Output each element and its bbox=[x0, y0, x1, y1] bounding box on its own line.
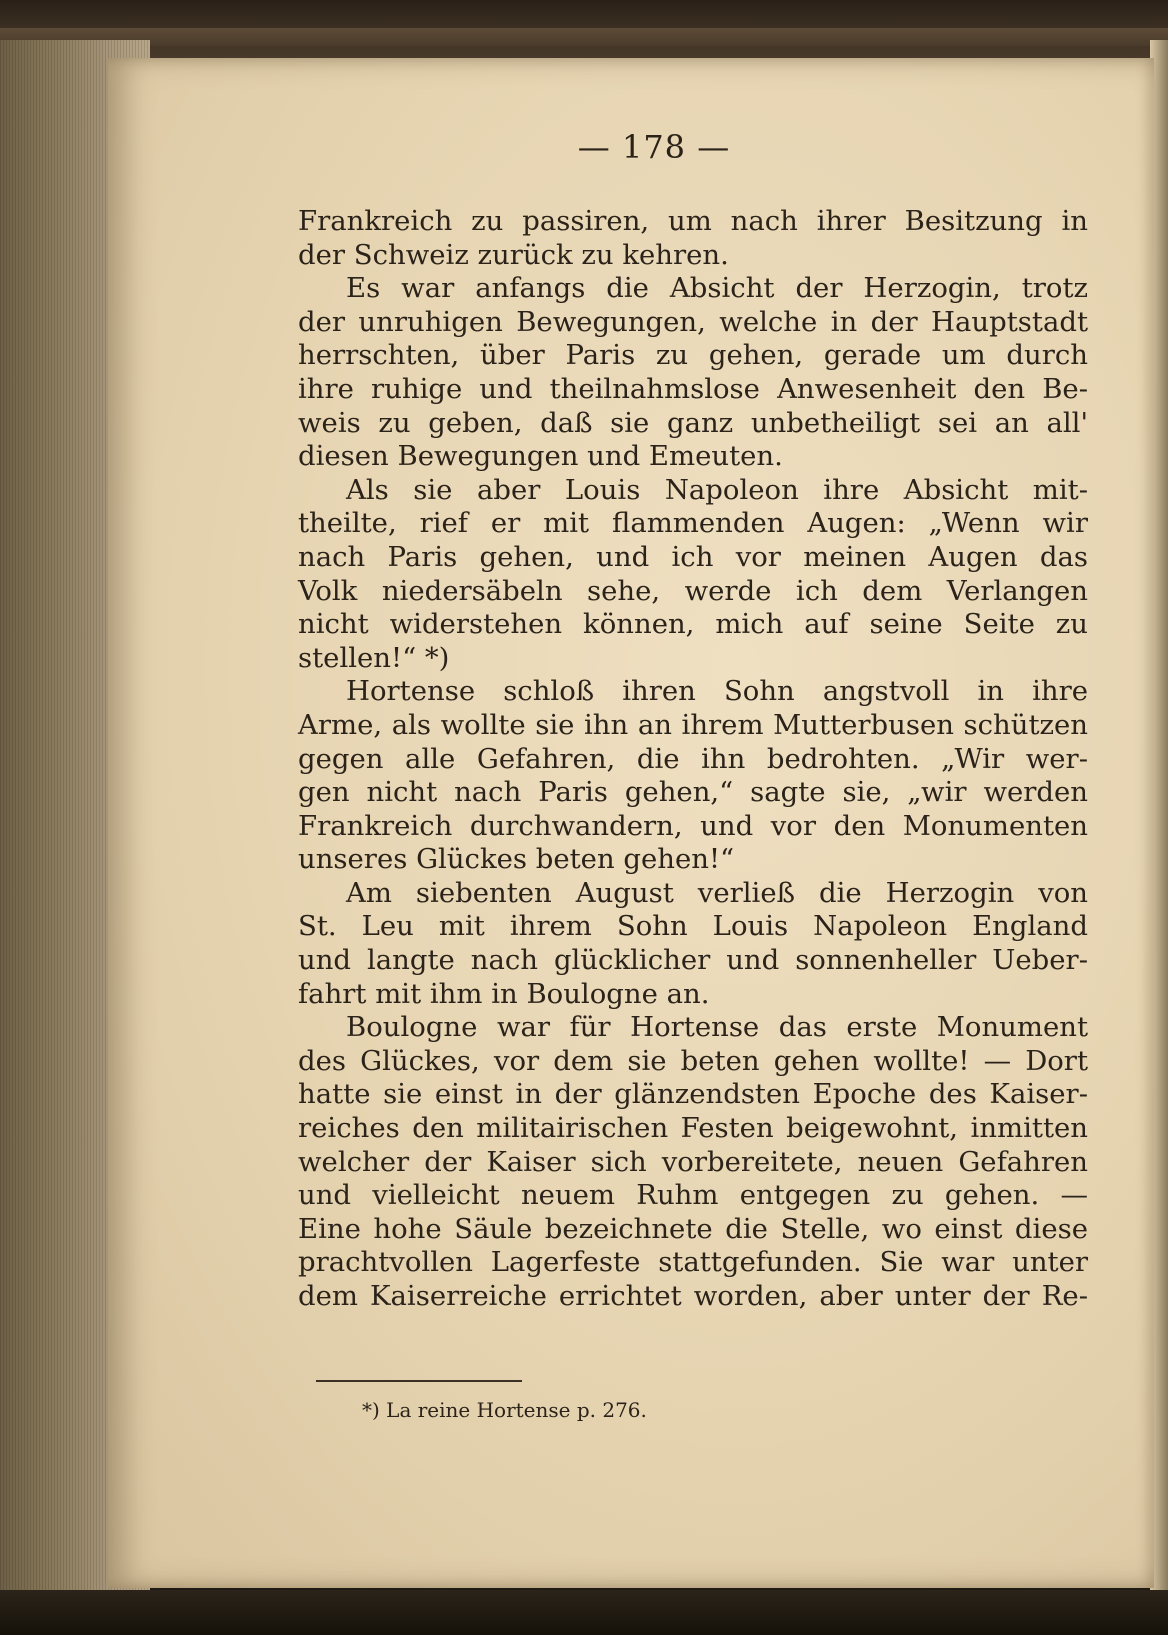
text-line: diesen Bewegungen und Emeuten. bbox=[298, 440, 783, 473]
text-line: und vielleicht neuem Ruhm entgegen zu gehen. — bbox=[298, 1179, 1088, 1212]
text-line: Es war anfangs die Absicht der Herzogin, trotz bbox=[346, 272, 1088, 305]
book-cover-top bbox=[0, 0, 1168, 62]
text-line: prachtvollen Lagerfeste stattgefunden. Sie war unter bbox=[298, 1246, 1088, 1279]
text-line: dem Kaiserreiche errichtet worden, aber unter der Re- bbox=[298, 1280, 1088, 1312]
text-line: ihre ruhige und theilnahmslose Anwesenheit den Be- bbox=[298, 372, 1088, 405]
book-cover-bottom bbox=[0, 1590, 1168, 1635]
text-line: Volk niedersäbeln sehe, werde ich dem Verlangen bbox=[298, 574, 1088, 607]
footnote: *) La reine Hortense p. 276. bbox=[362, 1398, 647, 1422]
text-line: weis zu geben, daß sie ganz unbetheiligt sei an all' bbox=[298, 406, 1088, 439]
text-line: reiches den militairischen Festen beigewohnt, inmitten bbox=[298, 1112, 1088, 1145]
text-line: nicht widerstehen können, mich auf seine Seite zu bbox=[298, 608, 1088, 641]
text-line: unseres Glückes beten gehen!“ bbox=[298, 843, 735, 876]
text-line: hatte sie einst in der glänzendsten Epoche des Kaiser- bbox=[298, 1078, 1088, 1111]
text-line: fahrt mit ihm in Boulogne an. bbox=[298, 977, 710, 1010]
text-line: welcher der Kaiser sich vorbereitete, neuen Gefahren bbox=[298, 1145, 1088, 1178]
page-number: — 178 — bbox=[577, 128, 731, 166]
text-line: des Glückes, vor dem sie beten gehen wollte! — Dort bbox=[298, 1044, 1088, 1077]
text-line: der Schweiz zurück zu kehren. bbox=[298, 238, 729, 271]
text-line: Arme, als wollte sie ihn an ihrem Mutterbusen schützen bbox=[298, 708, 1088, 741]
text-line: gen nicht nach Paris gehen,“ sagte sie, „wir werden bbox=[298, 776, 1088, 809]
text-line: Hortense schloß ihren Sohn angstvoll in ihre bbox=[346, 675, 1088, 708]
text-line: theilte, rief er mit flammenden Augen: „Wenn wir bbox=[298, 507, 1088, 540]
text-line: gegen alle Gefahren, die ihn bedrohten. „Wir wer- bbox=[298, 742, 1088, 775]
text-line: Als sie aber Louis Napoleon ihre Absicht mit- bbox=[346, 473, 1088, 506]
text-line: Boulogne war für Hortense das erste Monument bbox=[346, 1011, 1088, 1044]
text-line: nach Paris gehen, und ich vor meinen Augen das bbox=[298, 540, 1088, 573]
text-line: Frankreich durchwandern, und vor den Monumenten bbox=[298, 809, 1088, 842]
text-line: St. Leu mit ihrem Sohn Louis Napoleon England bbox=[298, 910, 1088, 943]
text-line: Frankreich zu passiren, um nach ihrer Besitzung in bbox=[298, 205, 1088, 237]
footnote-rule bbox=[316, 1380, 522, 1382]
page-body-text bbox=[298, 205, 1088, 1314]
text-line: Am siebenten August verließ die Herzogin von bbox=[346, 876, 1088, 909]
text-line: herrschten, über Paris zu gehen, gerade um durch bbox=[298, 339, 1088, 372]
text-line: stellen!“ *) bbox=[298, 641, 450, 674]
text-line: und langte nach glücklicher und sonnenheller Ueber- bbox=[298, 944, 1088, 977]
text-line: Eine hohe Säule bezeichnete die Stelle, wo einst diese bbox=[298, 1212, 1088, 1245]
text-line: der unruhigen Bewegungen, welche in der Hauptstadt bbox=[298, 305, 1088, 338]
